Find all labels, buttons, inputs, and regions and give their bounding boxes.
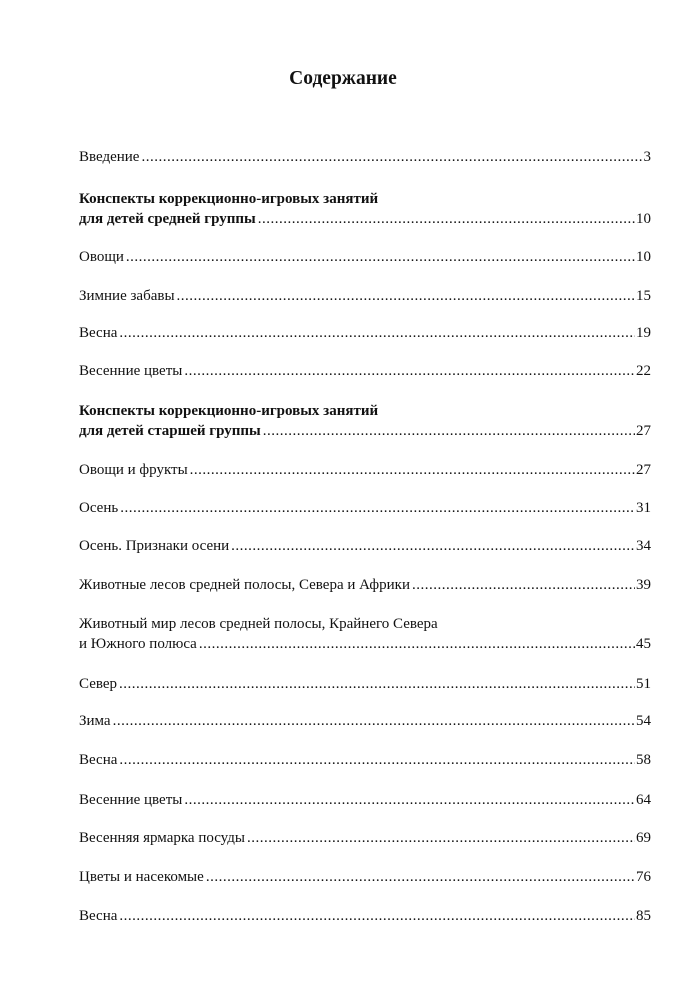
toc-page-number: 3 xyxy=(643,149,651,165)
toc-page-number: 39 xyxy=(636,577,651,593)
toc-page-number: 45 xyxy=(636,636,651,652)
dot-leader xyxy=(263,421,635,441)
dot-leader xyxy=(231,536,635,556)
toc-entry-vegetables xyxy=(79,247,651,267)
toc-page-number: 76 xyxy=(636,869,651,885)
toc-entry-label: Овощи xyxy=(79,249,124,265)
dot-leader xyxy=(119,750,635,770)
dot-leader xyxy=(199,634,635,654)
toc-entry-label: Зимние забавы xyxy=(79,288,175,304)
toc-entry-winter-fun xyxy=(79,286,651,306)
toc-entry-winter xyxy=(79,711,651,731)
toc-entry-label: Осень. Признаки осени xyxy=(79,538,230,554)
toc-page-number: 22 xyxy=(636,363,651,379)
toc-page-number: 69 xyxy=(636,830,651,846)
toc-entry-label-line1: Конспекты коррекционно-игровых занятий xyxy=(79,403,379,419)
toc-entry-flowers-insects xyxy=(79,867,651,887)
toc-page-number: 10 xyxy=(636,249,651,265)
toc-page-number: 58 xyxy=(636,752,651,768)
toc-page-number: 51 xyxy=(636,676,651,692)
toc-entry-spring-flowers xyxy=(79,361,651,381)
toc-entry-spring-flowers-2 xyxy=(79,790,651,810)
dot-leader xyxy=(120,498,635,518)
toc-entry-vegetables-fruits xyxy=(79,460,651,480)
toc-page-number: 64 xyxy=(636,792,651,808)
toc-entry-label: Север xyxy=(79,676,117,692)
toc-entry-label: Животные лесов средней полосы, Севера и Африки xyxy=(79,577,410,593)
dot-leader xyxy=(141,147,642,167)
toc-entry-label: Овощи и фрукты xyxy=(79,462,188,478)
dot-leader xyxy=(184,361,635,381)
toc-entry-label: Весенние цветы xyxy=(79,792,183,808)
toc-entry-spring-3 xyxy=(79,906,651,926)
toc-section-senior-group xyxy=(79,401,651,441)
toc-entry-autumn xyxy=(79,498,651,518)
toc-entry-label: Осень xyxy=(79,500,119,516)
toc-entry-label: Весенние цветы xyxy=(79,363,183,379)
page-title: Содержание xyxy=(289,68,397,89)
toc-entry-spring xyxy=(79,323,651,343)
toc-page-number: 10 xyxy=(636,211,651,227)
dot-leader xyxy=(190,460,635,480)
toc-entry-label: Весна xyxy=(79,752,118,768)
toc-page-number: 31 xyxy=(636,500,651,516)
toc-entry-label: Цветы и насекомые xyxy=(79,869,204,885)
toc-entry-dishware-fair xyxy=(79,828,651,848)
toc-entry-north xyxy=(79,674,651,694)
dot-leader xyxy=(206,867,635,887)
dot-leader xyxy=(247,828,635,848)
toc-entry-label-line2: и Южного полюса xyxy=(79,636,197,652)
toc-page-number: 27 xyxy=(636,462,651,478)
toc-entry-introduction xyxy=(79,147,651,167)
toc-entry-label-line2: для детей старшей группы xyxy=(79,423,261,439)
toc-page-number: 85 xyxy=(636,908,651,924)
dot-leader xyxy=(258,209,635,229)
toc-page-number: 27 xyxy=(636,423,651,439)
toc-page-number: 15 xyxy=(636,288,651,304)
toc-entry-label: Весна xyxy=(79,325,118,341)
dot-leader xyxy=(119,674,635,694)
toc-entry-label: Весенняя ярмарка посуды xyxy=(79,830,245,846)
toc-page-number: 19 xyxy=(636,325,651,341)
toc-entry-label-line1: Конспекты коррекционно-игровых занятий xyxy=(79,191,379,207)
toc-entry-label: Весна xyxy=(79,908,118,924)
toc-entry-label: Введение xyxy=(79,149,140,165)
toc-entry-label-line2: для детей средней группы xyxy=(79,211,256,227)
toc-entry-autumn-signs xyxy=(79,536,651,556)
toc-entry-spring-2 xyxy=(79,750,651,770)
dot-leader xyxy=(412,575,635,595)
dot-leader xyxy=(126,247,635,267)
toc-page-number: 54 xyxy=(636,713,651,729)
toc-entry-forest-animals xyxy=(79,575,651,595)
toc-section-middle-group xyxy=(79,189,651,229)
toc-page-number: 34 xyxy=(636,538,651,554)
toc-entry-animal-world xyxy=(79,614,651,654)
dot-leader xyxy=(184,790,635,810)
dot-leader xyxy=(177,286,635,306)
toc-entry-label: Зима xyxy=(79,713,111,729)
dot-leader xyxy=(119,906,635,926)
toc-entry-label-line1: Животный мир лесов средней полосы, Крайнего Севера xyxy=(79,616,438,632)
dot-leader xyxy=(113,711,635,731)
dot-leader xyxy=(119,323,635,343)
